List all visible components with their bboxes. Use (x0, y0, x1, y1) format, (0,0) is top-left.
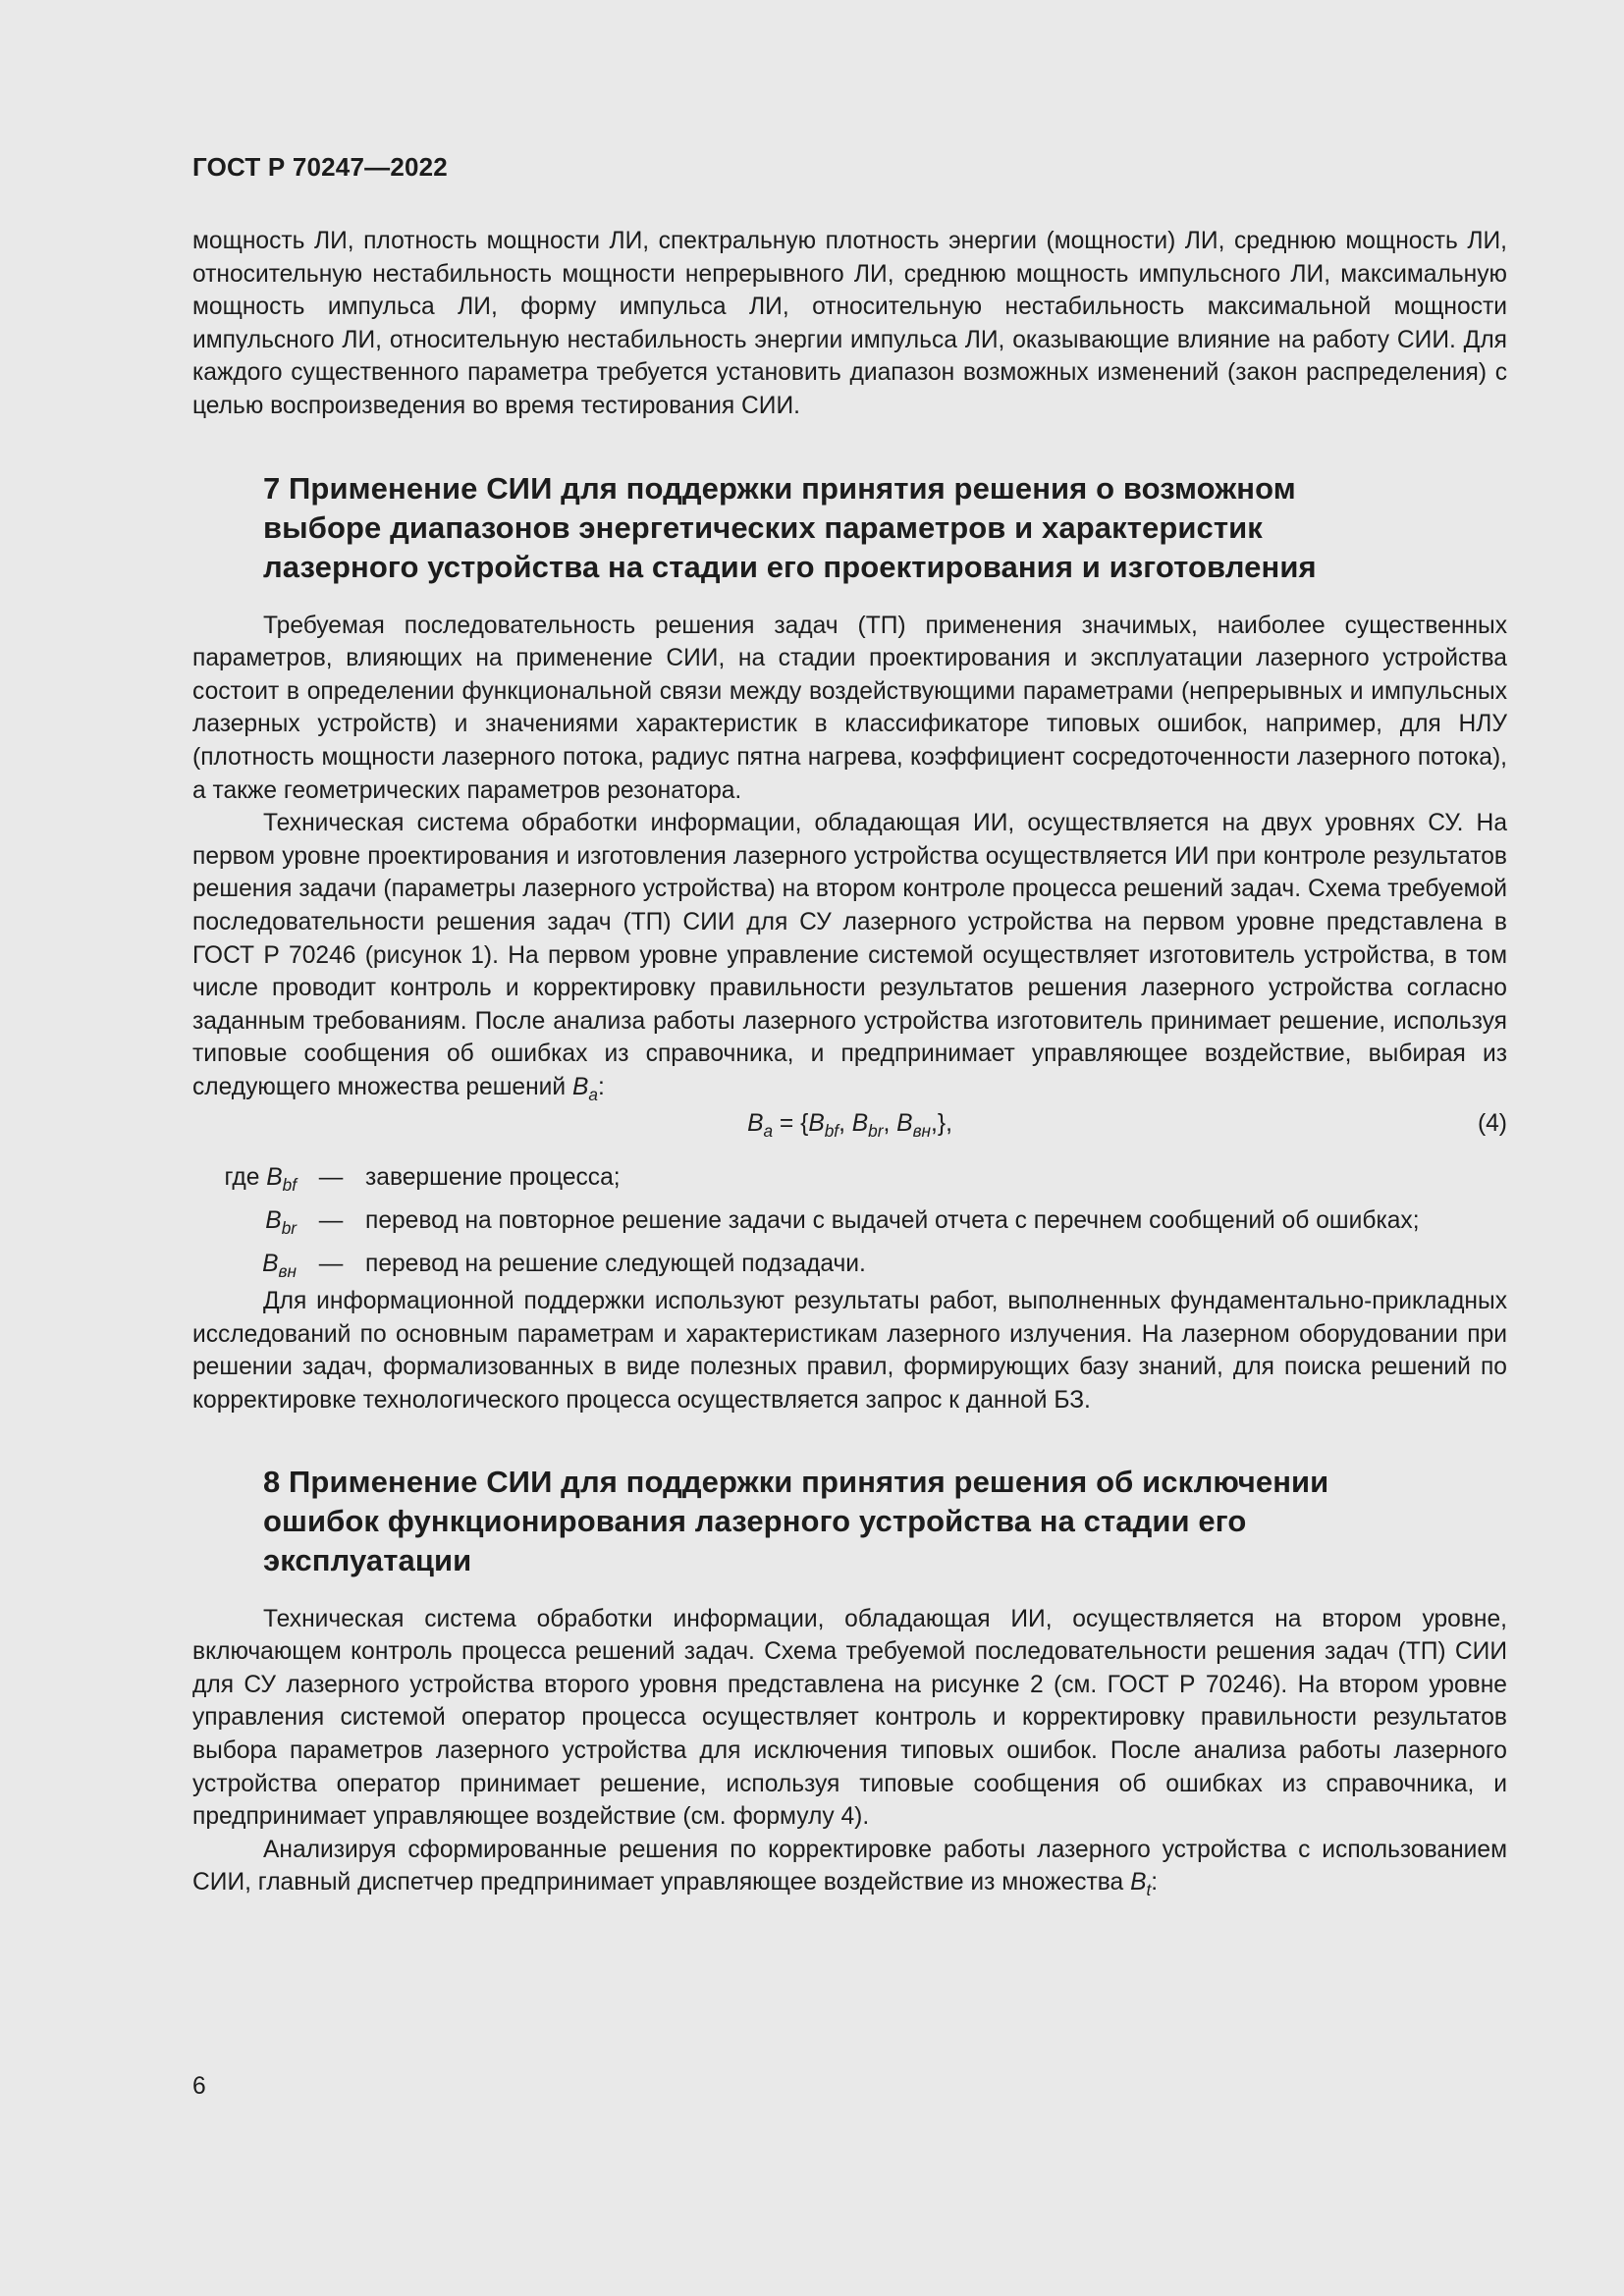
section-7-heading-line: выборе диапазонов энергетических параметров и характеристик (263, 509, 1263, 545)
set-symbol: B (572, 1073, 589, 1100)
legend-row (192, 1156, 1507, 1200)
legend-symbol-letter: B (262, 1250, 279, 1277)
section-7-paragraph-1: Требуемая последовательность решения задач (ТП) применения значимых, наиболее существенных параметров, влияющих на применение СИИ, на стадии проектирования и эксплуатации лазерного устройства состоит в определении функциональной связи между воздействующими параметрами (непрерывных и импульсных лазерных устройств) и значениями характеристик в классификаторе типовых ошибок, например, для НЛУ (плотность мощности лазерного потока, радиус пятна нагрева, коэффициент сосредоточенности лазерного потока), а также геометрических параметров резонатора. (192, 612, 1507, 804)
legend-row (192, 1200, 1507, 1243)
section-8-heading-line: 8 Применение СИИ для поддержки принятия решения об исключении (263, 1464, 1329, 1499)
legend-symbol (192, 1156, 297, 1200)
formula-term-subscript: вн (912, 1121, 932, 1142)
paragraph-text: Анализируя сформированные решения по корректировке работы лазерного устройства с использованием СИИ, главный диспетчер предпринимает управляющее воздействие из множества (192, 1836, 1507, 1896)
legend-dash: — (318, 1207, 344, 1235)
paragraph-text: Техническая система обработки информации, обладающая ИИ, осуществляется на двух уровнях СУ. На первом уровне проектирования и изготовления лазерного устройства осуществляется ИИ при контроле результатов решения задачи (параметры лазерного устройства) на втором контроле процесса решений задач. Схема требуемой последовательности решения задач (ТП) СИИ для СУ лазерного устройства на первом уровне представлена в ГОСТ Р 70246 (рисунок 1). На первом уровне управление системой осуществляет изготовитель устройства, в том числе проводит контроль и корректировку правильности результатов решения лазерного устройства согласно заданным требованиям. После анализа работы лазерного устройства изготовитель принимает решение, используя типовые сообщения об ошибках из справочника, и предпринимает управляющее воздействие, выбирая из следующего множества решений (192, 810, 1507, 1100)
formula-number: (4) (1477, 1110, 1507, 1138)
legend-description: перевод на решение следующей подзадачи. (365, 1250, 866, 1277)
set-symbol-subscript: a (588, 1084, 598, 1104)
formula-term-symbol: B (808, 1110, 825, 1138)
legend-description: завершение процесса; (365, 1164, 621, 1192)
formula-4 (192, 1107, 1507, 1143)
set-symbol: B (1130, 1869, 1147, 1896)
section-7-heading-line: 7 Применение СИИ для поддержки принятия решения о возможном (263, 470, 1296, 506)
legend-description: перевод на повторное решение задачи с выдачей отчета с перечнем сообщений об ошибках; (365, 1207, 1420, 1235)
section-7-heading (263, 469, 1507, 587)
legend-symbol-subscript: br (281, 1217, 297, 1238)
section-8-heading-line: эксплуатации (263, 1542, 472, 1577)
formula-separator: , (839, 1110, 852, 1138)
formula-expression (192, 1107, 1507, 1141)
document-header: ГОСТ Р 70247—2022 (192, 152, 448, 182)
legend-symbol (192, 1243, 297, 1286)
legend-symbol-letter: B (266, 1164, 283, 1192)
where-legend (192, 1156, 1507, 1285)
section-8-heading-line: ошибок функционирования лазерного устройства на стадии его (263, 1503, 1247, 1538)
formula-separator: , (883, 1110, 897, 1138)
formula-lhs-symbol: B (747, 1110, 764, 1138)
section-7-paragraph-2 (192, 807, 1507, 1103)
paragraph-end: : (1151, 1869, 1159, 1896)
section-7-paragraph-3: Для информационной поддержки используют результаты работ, выполненных фундаментально-прикладных исследований по основным параметрам и характеристикам лазерного излучения. На лазерном оборудовании при решении задач, формализованных в виде полезных правил, формирующих базу знаний, для поиска решений по корректировке технологического процесса осуществляется запрос к данной БЗ. (192, 1288, 1507, 1415)
section-8-paragraph-2 (192, 1834, 1507, 1899)
formula-term-subscript: bf (824, 1121, 839, 1142)
intro-paragraph: мощность ЛИ, плотность мощности ЛИ, спектральную плотность энергии (мощности) ЛИ, среднюю мощность ЛИ, относительную нестабильность мощности непрерывного ЛИ, среднюю мощность импульсного ЛИ, максимальную мощность импульса ЛИ, форму импульса ЛИ, относительную нестабильность максимальной мощности импульсного ЛИ, относительную нестабильность энергии импульса ЛИ, оказывающие влияние на работу СИИ. Для каждого существенного параметра требуется установить диапазон возможных изменений (закон распределения) с целью воспроизведения во время тестирования СИИ. (192, 228, 1507, 419)
formula-lhs-subscript: a (763, 1121, 774, 1142)
section-7-heading-line: лазерного устройства на стадии его проектирования и изготовления (263, 549, 1317, 584)
paragraph-end: : (597, 1073, 605, 1100)
formula-term-symbol: B (851, 1110, 869, 1138)
set-symbol-subscript: t (1146, 1880, 1152, 1900)
section-8-heading (263, 1463, 1507, 1580)
legend-symbol-subscript: bf (282, 1175, 297, 1196)
formula-end: ,}, (931, 1110, 952, 1138)
formula-term-symbol: B (896, 1110, 913, 1138)
legend-dash: — (318, 1250, 344, 1277)
legend-symbol-letter: B (265, 1207, 282, 1235)
legend-prefix: где (224, 1164, 267, 1192)
legend-symbol-subscript: вн (278, 1260, 297, 1281)
page-content (192, 225, 1507, 1899)
formula-equals: = { (773, 1110, 809, 1138)
page-number: 6 (192, 2073, 206, 2100)
legend-dash: — (318, 1164, 344, 1192)
legend-symbol (192, 1200, 297, 1243)
legend-row (192, 1243, 1507, 1286)
formula-term-subscript: br (868, 1121, 884, 1142)
section-8-paragraph-1: Техническая система обработки информации, обладающая ИИ, осуществляется на втором уровне, включающем контроль процесса решений задач. Схема требуемой последовательности решения задач (ТП) СИИ для СУ лазерного устройства второго уровня представлена на рисунке 2 (см. ГОСТ Р 70246). На втором уровне управления системой оператор процесса осуществляет контроль и корректировку правильности результатов выбора параметров лазерного устройства для исключения типовых ошибок. После анализа работы лазерного устройства оператор принимает решение, используя типовые сообщения об ошибках из справочника, и предпринимает управляющее воздействие (см. формулу 4). (192, 1605, 1507, 1831)
